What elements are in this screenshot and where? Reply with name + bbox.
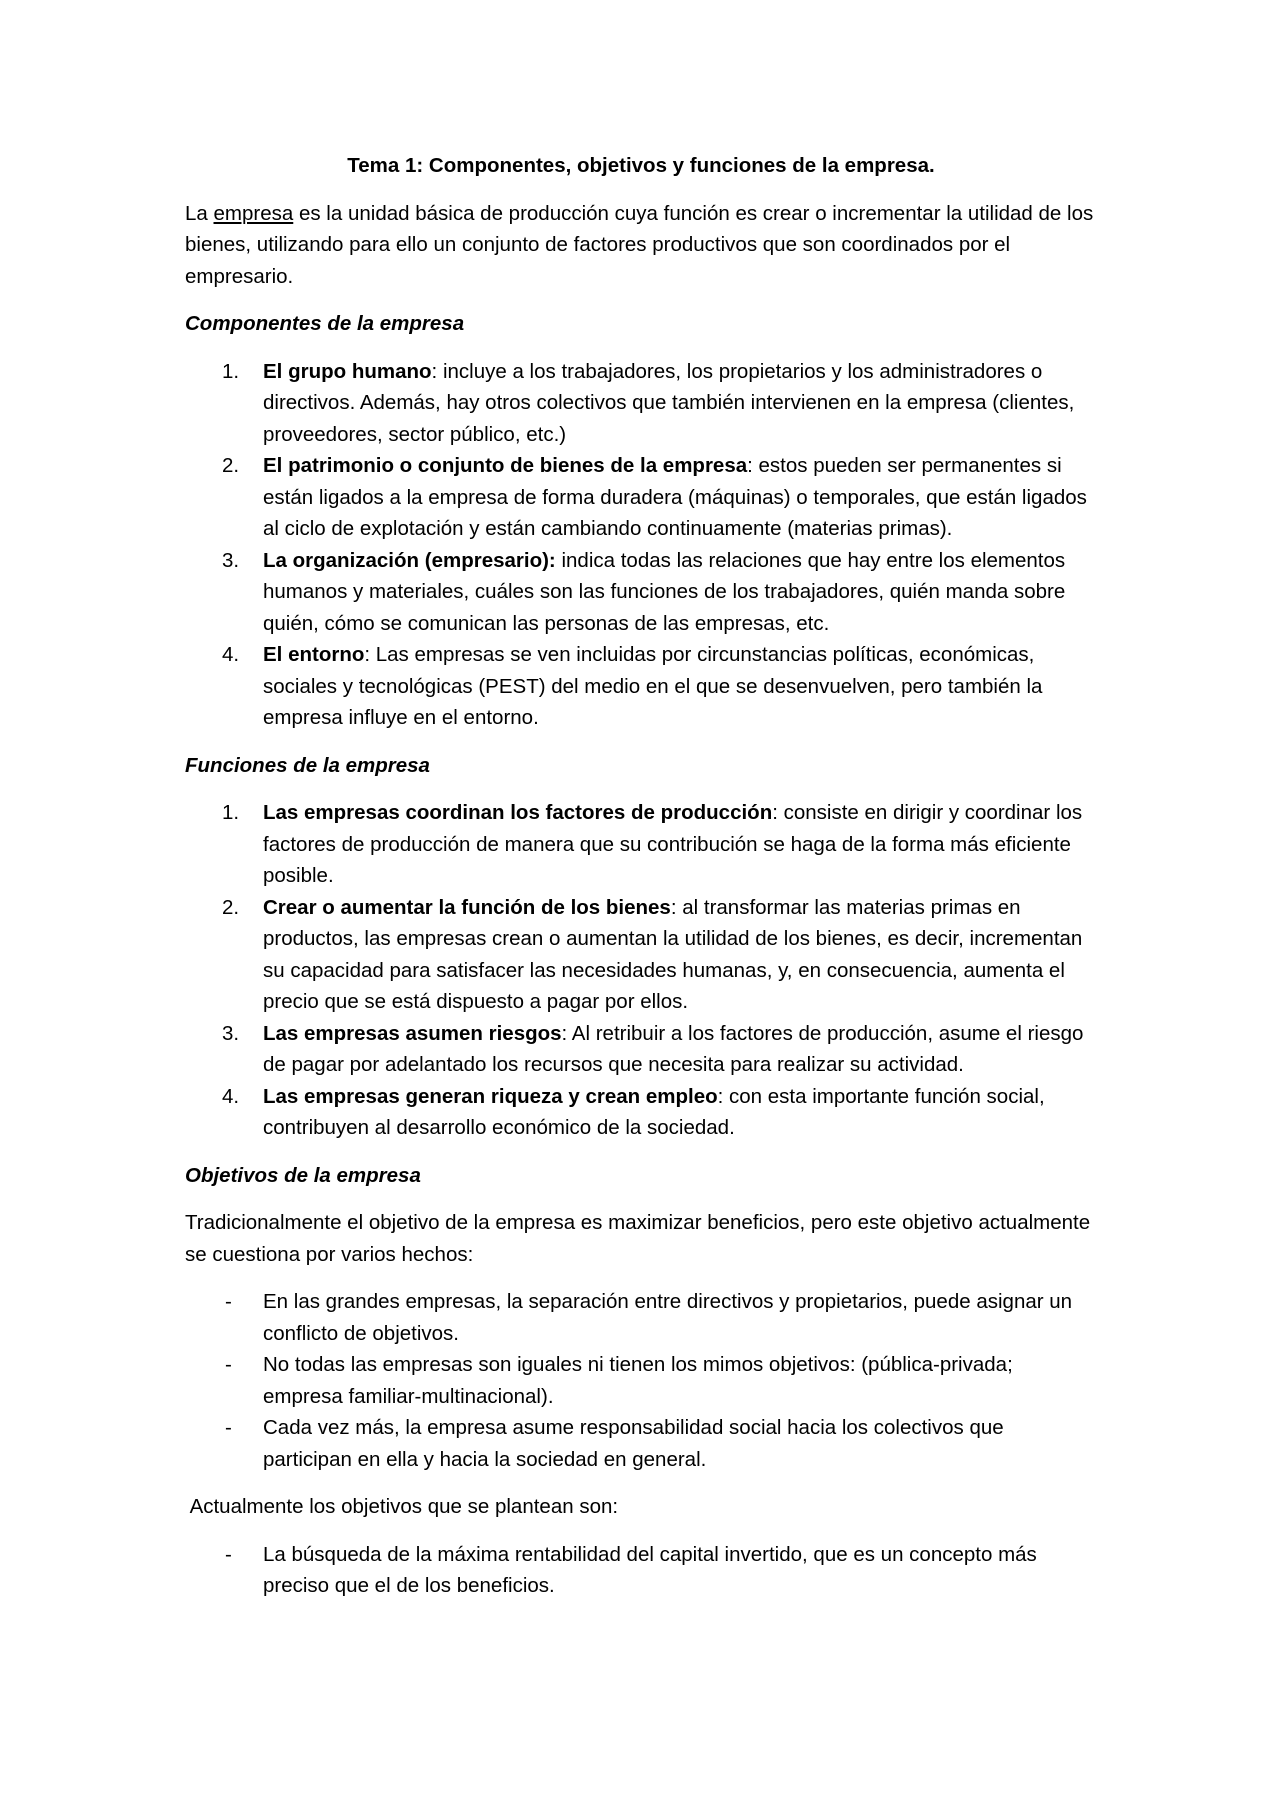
dash-marker: - [225, 1353, 232, 1376]
list-item [185, 1539, 1097, 1602]
list-number: 3. [222, 1021, 240, 1045]
list-item-term: El grupo humano [263, 359, 432, 383]
list-item-text: indica todas las relaciones que hay entre los elementos humanos y materiales, cuáles son las funciones de los trabajadores, quién manda sobre quién, cómo se comunican las personas de las empresas, etc. [263, 548, 1066, 635]
list-item [185, 1018, 1097, 1081]
objetivos-paragraph-2: Actualmente los objetivos que se plantean son: [185, 1495, 619, 1518]
list-item [185, 639, 1097, 734]
dash-marker: - [225, 1290, 232, 1313]
funciones-list [185, 797, 1097, 1144]
dash-marker: - [225, 1542, 232, 1566]
componentes-heading: Componentes de la empresa [185, 312, 465, 335]
objetivos-dash-list-2 [185, 1539, 1097, 1602]
list-item [185, 1286, 1097, 1349]
list-item [185, 797, 1097, 892]
list-number: 2. [222, 895, 240, 919]
list-item-term: Las empresas asumen riesgos [263, 1021, 562, 1045]
list-item-text: : estos pueden ser permanentes si están ligados a la empresa de forma duradera (máquinas) o temporales, que están ligados al ciclo de explotación y están cambiando continuamente (materias primas). [263, 454, 1087, 540]
list-item [185, 545, 1097, 640]
list-number: 2. [222, 454, 240, 477]
list-item-text: : al transformar las materias primas en productos, las empresas crean o aumentan la utilidad de los bienes, es decir, incrementan su capacidad para satisfacer las necesidades humanas, y, en consecuencia, aumenta el precio que se está dispuesto a pagar por ellos. [263, 895, 1083, 1013]
list-item-text: : consiste en dirigir y coordinar los factores de producción de manera que su contribución se haga de la forma más eficiente posible. [263, 801, 1083, 887]
list-number: 4. [222, 643, 240, 666]
list-item [185, 1081, 1097, 1144]
list-item-text: En las grandes empresas, la separación entre directivos y propietarios, puede asignar un conflicto de objetivos. [263, 1290, 1073, 1345]
list-number: 4. [222, 1084, 240, 1108]
document-page [185, 150, 1097, 1618]
list-item-text: Cada vez más, la empresa asume responsabilidad social hacia los colectivos que participan en ella y hacia la sociedad en general. [263, 1416, 1004, 1471]
list-number: 3. [222, 548, 240, 572]
list-item-term: El entorno [263, 643, 365, 666]
dash-marker: - [225, 1416, 232, 1439]
componentes-list [185, 356, 1097, 734]
list-number: 1. [222, 801, 240, 824]
document-title: Tema 1: Componentes, objetivos y funciones de la empresa. [347, 154, 935, 177]
list-item-text: : con esta importante función social, contribuyen al desarrollo económico de la sociedad. [263, 1084, 1045, 1139]
list-item-text: : Las empresas se ven incluidas por circunstancias políticas, económicas, sociales y tecnológicas (PEST) del medio en el que se desenvuelven, pero también la empresa influye en el entorno. [263, 643, 1043, 729]
list-item-term: Las empresas generan riqueza y crean empleo [263, 1084, 718, 1108]
intro-after: es la unidad básica de producción cuya función es crear o incrementar la utilidad de los bienes, utilizando para ello un conjunto de factores productivos que son coordinados por el empresario. [185, 201, 1094, 288]
list-item-term: El patrimonio o conjunto de bienes de la empresa [263, 454, 748, 477]
list-item-text: : incluye a los trabajadores, los propietarios y los administradores o directivos. Además, hay otros colectivos que también intervienen en la empresa (clientes, proveedores, sector público, etc.) [263, 359, 1075, 446]
objetivos-dash-list [185, 1286, 1097, 1475]
list-item [185, 1349, 1097, 1412]
intro-paragraph [185, 198, 1097, 293]
list-item [185, 1412, 1097, 1475]
list-item [185, 450, 1097, 545]
list-item-term: Las empresas coordinan los factores de producción [263, 801, 773, 824]
list-item-text: : Al retribuir a los factores de producción, asume el riesgo de pagar por adelantado los recursos que necesita para realizar su actividad. [263, 1021, 1084, 1076]
objetivos-paragraph: Tradicionalmente el objetivo de la empresa es maximizar beneficios, pero este objetivo actualmente se cuestiona por varios hechos: [185, 1211, 1091, 1266]
list-item-term: La organización (empresario): [263, 548, 556, 572]
intro-term: empresa [213, 201, 294, 225]
funciones-heading: Funciones de la empresa [185, 753, 430, 777]
objetivos-heading: Objetivos de la empresa [185, 1163, 421, 1187]
intro-before: La [185, 201, 214, 225]
list-item-term: Crear o aumentar la función de los bienes [263, 895, 671, 919]
list-item-text: La búsqueda de la máxima rentabilidad del capital invertido, que es un concepto más preciso que el de los beneficios. [263, 1542, 1037, 1597]
list-item [185, 892, 1097, 1018]
list-item-text: No todas las empresas son iguales ni tienen los mimos objetivos: (pública-privada; empresa familiar-multinacional). [263, 1353, 1013, 1408]
list-number: 1. [222, 359, 240, 383]
list-item [185, 356, 1097, 451]
